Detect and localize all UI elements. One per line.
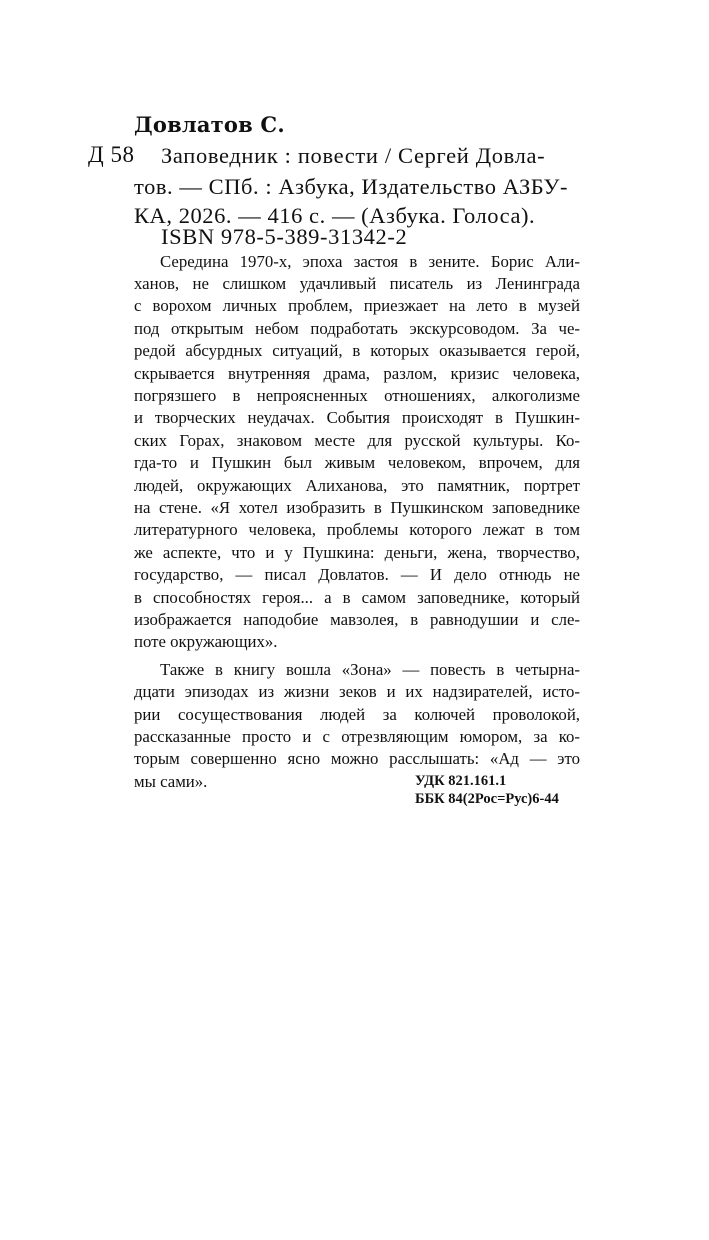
cutter-code: Д 58	[88, 142, 135, 167]
annotation-line: под открытым небом подработать экскурсоводом. За че-	[134, 319, 580, 338]
annotation-line: Также в книгу вошла «Зона» — повесть в четырна-	[160, 660, 580, 679]
author-heading: Довлатов С.	[134, 112, 285, 137]
annotation-line: людей, окружающих Алиханова, это памятник, портрет	[134, 476, 580, 495]
catalog-line: КА, 2026. — 416 с. — (Азбука. Голоса).	[134, 203, 536, 228]
annotation-line: Середина 1970-х, эпоха застоя в зените. Борис Али-	[160, 252, 580, 271]
annotation-line: в способностях героя... а в самом заповеднике, который	[134, 588, 580, 607]
catalog-line: Заповедник : повести / Сергей Довла-	[161, 143, 546, 168]
annotation-line: торым совершенно ясно можно расслышать: «Ад — это	[134, 749, 580, 768]
annotation-line: государство, — писал Довлатов. — И дело отнюдь не	[134, 565, 580, 584]
udk-index: УДК 821.161.1	[415, 773, 507, 789]
annotation-line: и творческих неудачах. События происходят в Пушкин-	[134, 408, 580, 427]
annotation-line: рии сосуществования людей за колючей проволокой,	[134, 705, 580, 724]
annotation-line: ханов, не слишком удачливый писатель из Ленинграда	[134, 274, 580, 293]
annotation-line: ских Горах, знаковом месте для русской культуры. Ко-	[134, 431, 580, 450]
catalog-line: тов. — СПб. : Азбука, Издательство АЗБУ-	[134, 174, 568, 199]
annotation-line: дцати эпизодах из жизни зеков и их надзирателей, исто-	[134, 682, 580, 701]
annotation-line: рассказанные просто и с отрезвляющим юмором, за ко-	[134, 727, 580, 746]
annotation-line: гда-то и Пушкин был живым человеком, впрочем, для	[134, 453, 580, 472]
annotation-line: на стене. «Я хотел изобразить в Пушкинском заповеднике	[134, 498, 580, 517]
isbn-line: ISBN 978-5-389-31342-2	[161, 224, 408, 249]
annotation-line: мы сами».	[134, 772, 208, 791]
annotation-line: поте окружающих».	[134, 632, 278, 651]
annotation-line: литературного человека, проблемы которого лежат в том	[134, 520, 580, 539]
annotation-line: скрывается внутренняя драма, разлом, кризис человека,	[134, 364, 580, 383]
annotation-line: редой абсурдных ситуаций, в которых оказывается герой,	[134, 341, 580, 360]
annotation-line: погрязшего в непроясненных отношениях, алкоголизме	[134, 386, 580, 405]
bbk-index: ББК 84(2Рос=Рус)6-44	[415, 791, 559, 807]
annotation-line: же аспекте, что и у Пушкина: деньги, жена, творчество,	[134, 543, 580, 562]
annotation-line: с ворохом личных проблем, приезжает на лето в музей	[134, 296, 580, 315]
annotation-line: изображается наподобие мавзолея, в равнодушии и сле-	[134, 610, 580, 629]
